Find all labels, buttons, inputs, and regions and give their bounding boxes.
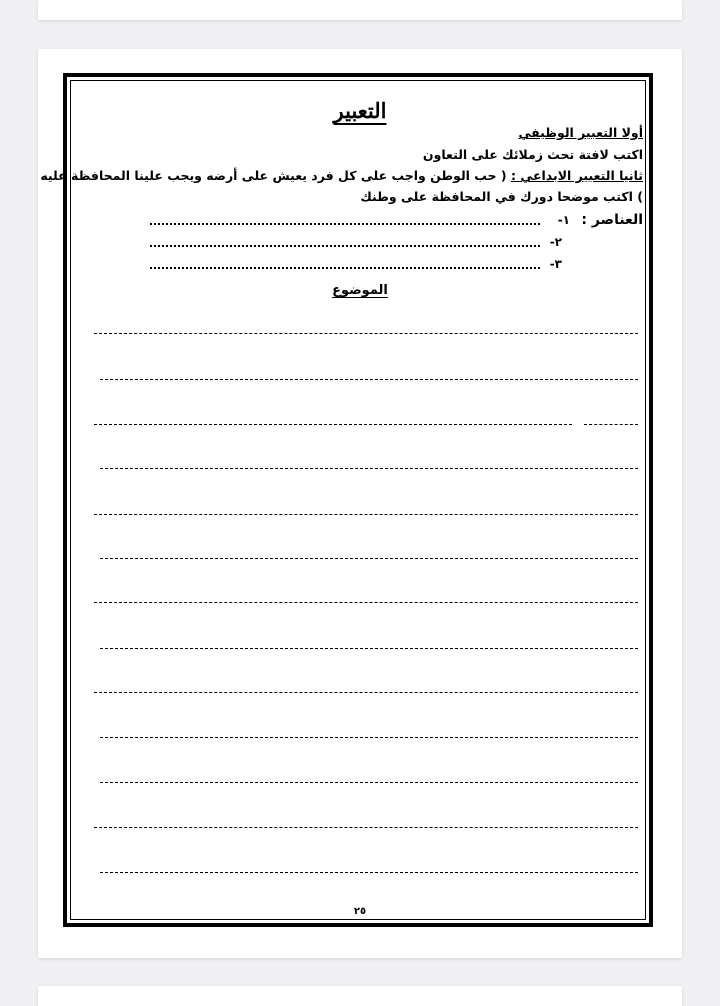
next-page-edge (38, 986, 682, 1006)
page-border-inner (70, 80, 646, 920)
writing-line[interactable] (584, 424, 638, 425)
writing-line[interactable] (100, 782, 638, 783)
element-number-3: ٣- (549, 257, 562, 271)
element-number-2: ٢- (549, 235, 562, 249)
section-two-task: ) اكتب موضحا دورك في المحافظة على وطنك (360, 189, 643, 204)
writing-line[interactable] (100, 872, 638, 873)
topic-heading-text: الموضوع (332, 283, 388, 298)
section-two-prompt: ( حب الوطن واجب على كل فرد يعيش على أرضه ويجب علينا المحافظة عليه (40, 168, 507, 183)
writing-line[interactable] (94, 692, 638, 693)
section-two-line (40, 170, 643, 183)
writing-line[interactable] (94, 514, 638, 515)
writing-line[interactable] (94, 424, 572, 425)
page-title (0, 100, 720, 122)
writing-line[interactable] (94, 827, 638, 828)
writing-line[interactable] (100, 558, 638, 559)
topic-heading (0, 284, 720, 297)
element-line-2[interactable] (150, 245, 540, 247)
element-line-1[interactable] (150, 223, 540, 225)
previous-page-edge (38, 0, 682, 20)
section-one-heading: أولا التعبير الوظيفي (518, 125, 643, 140)
page-number: ٢٥ (353, 906, 367, 917)
writing-line[interactable] (94, 333, 638, 334)
writing-line[interactable] (100, 648, 638, 649)
page-title-text: التعبير (333, 98, 387, 123)
writing-line[interactable] (94, 602, 638, 603)
section-two-heading: ثانيا التعبير الابداعي : (510, 168, 643, 183)
writing-line[interactable] (100, 468, 638, 469)
writing-line[interactable] (100, 737, 638, 738)
section-one-task: اكتب لافتة تحث زملائك على التعاون (422, 147, 643, 162)
element-line-3[interactable] (150, 267, 540, 269)
element-number-1: ١- (557, 213, 570, 227)
elements-label: العناصر : (581, 212, 643, 228)
writing-line[interactable] (100, 379, 638, 380)
